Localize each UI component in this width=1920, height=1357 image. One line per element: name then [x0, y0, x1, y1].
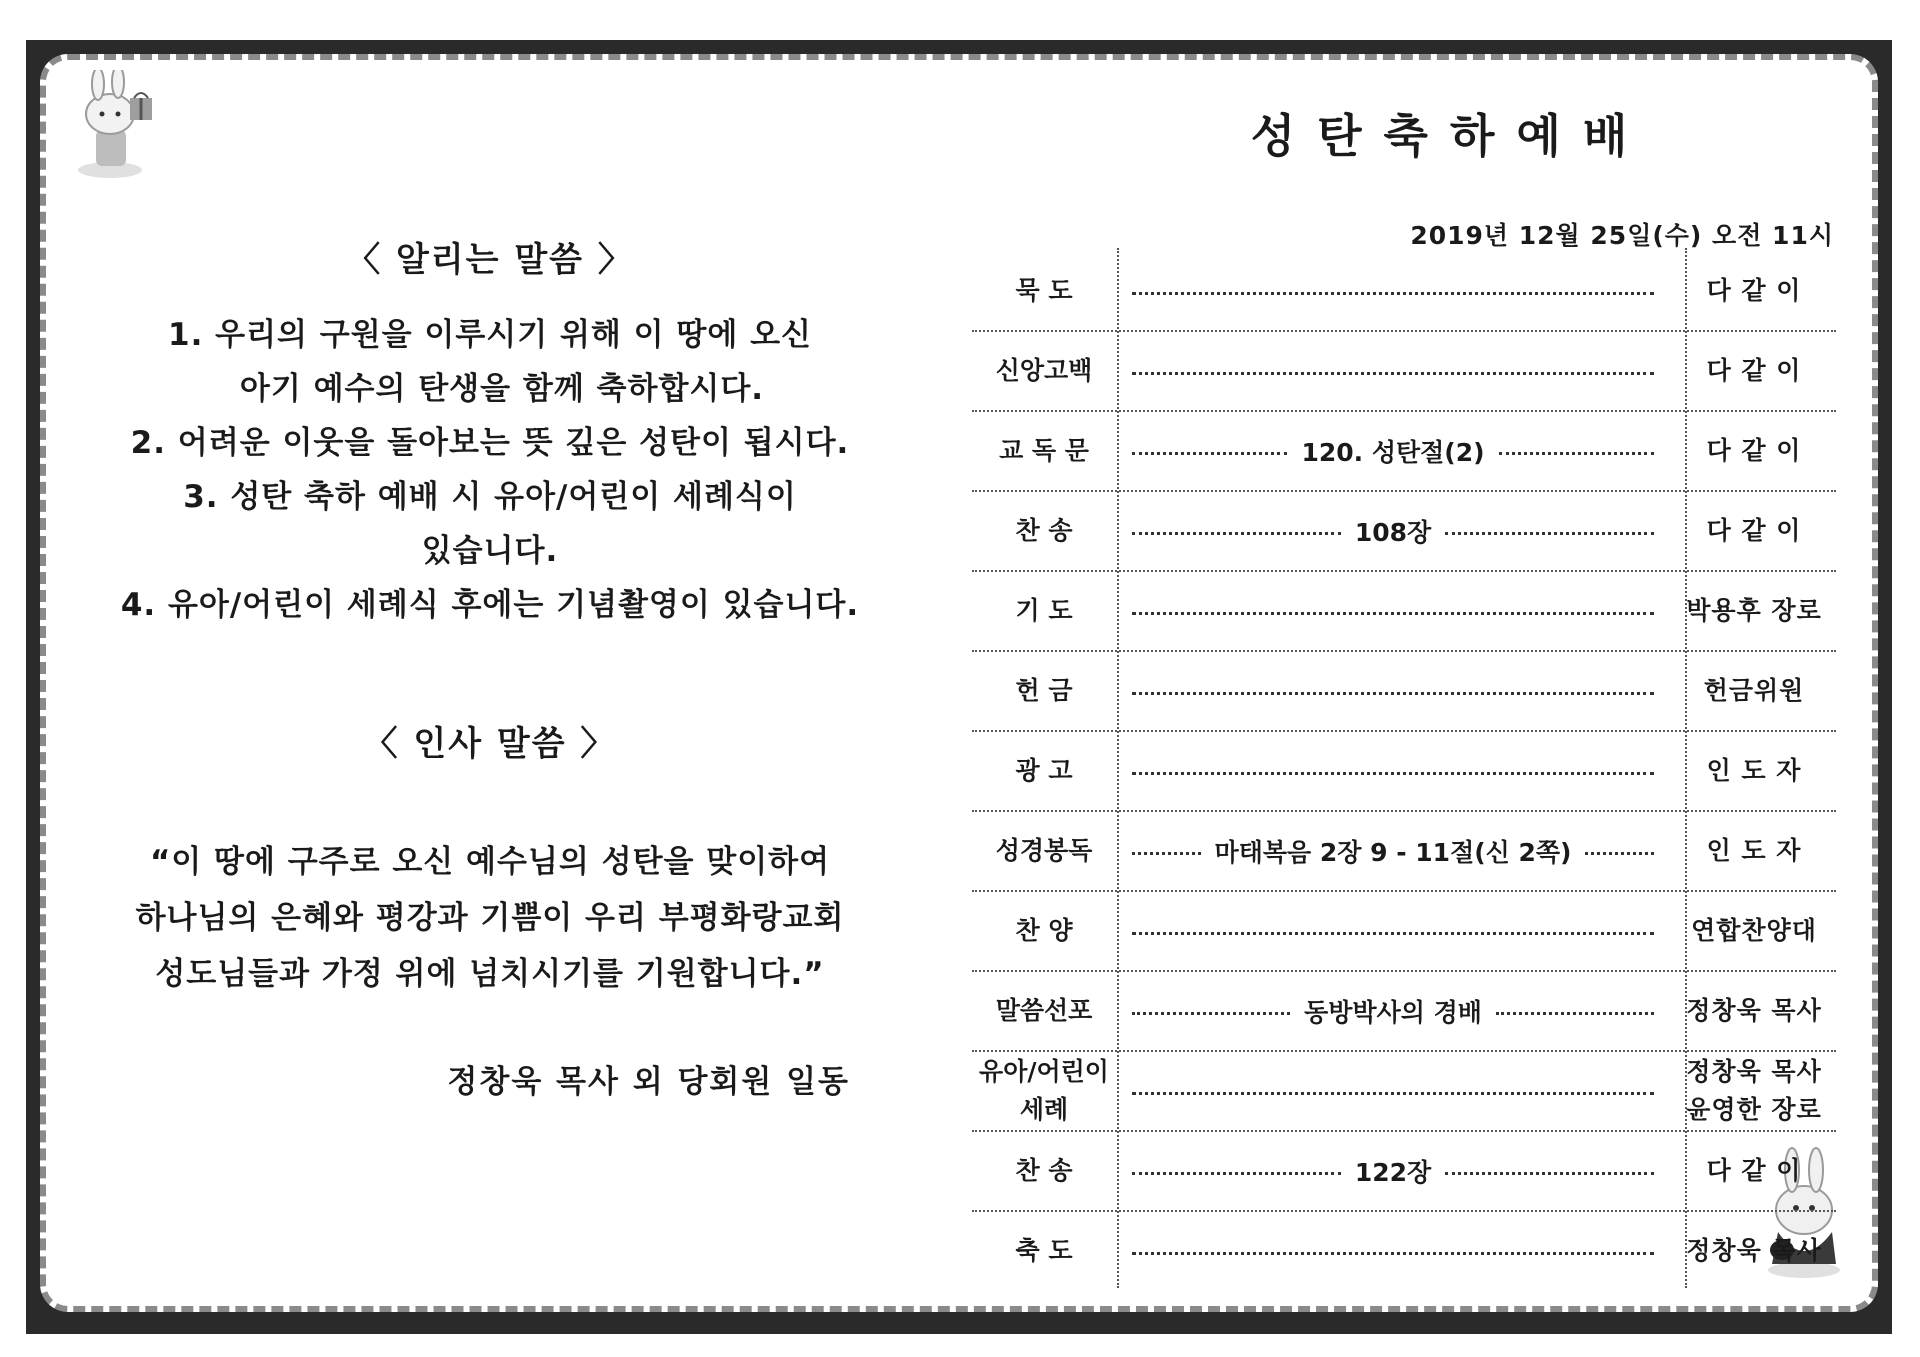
- service-item-detail: [1132, 492, 1654, 570]
- service-datetime: 2019년 12월 25일(수) 오전 11시: [1410, 221, 1834, 250]
- service-row: [972, 412, 1836, 492]
- service-item-name: 유아/어린이 세례: [979, 1057, 1109, 1124]
- announcement-line: 4. 유아/어린이 세례식 후에는 기념촬영이 있습니다.: [120, 587, 860, 623]
- service-row: [972, 332, 1836, 412]
- dot-leader: [1132, 692, 1654, 695]
- service-item-name: 찬 송: [1015, 516, 1073, 545]
- dot-leader: [1132, 372, 1654, 375]
- service-row: [972, 652, 1836, 732]
- service-row: [972, 812, 1836, 892]
- service-item-detail: [1132, 892, 1654, 970]
- service-item-name: 성경봉독: [995, 836, 1093, 865]
- dot-leader: [1132, 932, 1654, 935]
- announcement-line: 3. 성탄 축하 예배 시 유아/어린이 세례식이: [183, 479, 797, 515]
- dot-leader: [1499, 452, 1654, 455]
- announcement-line: 있습니다.: [421, 533, 559, 569]
- service-item-leader: 다 같 이: [1706, 356, 1802, 385]
- service-item-leader: 박용후 장로: [1686, 596, 1822, 625]
- dot-leader: [1445, 1172, 1654, 1175]
- announcements-heading: 〈 알리는 말씀 〉: [346, 240, 634, 280]
- service-row: [972, 972, 1836, 1052]
- greeting-heading: 〈 인사 말씀 〉: [363, 724, 617, 764]
- service-row: [972, 892, 1836, 972]
- service-item-leader: 다 같 이: [1706, 516, 1802, 545]
- service-item-name: 찬 송: [1015, 1156, 1073, 1185]
- service-item-name: 신앙고백: [995, 356, 1093, 385]
- service-item-name: 기 도: [1015, 596, 1073, 625]
- dot-leader: [1132, 612, 1654, 615]
- dot-leader: [1585, 852, 1654, 855]
- announcement-line: 1. 우리의 구원을 이루시기 위해 이 땅에 오신: [168, 317, 812, 353]
- dot-leader: [1132, 1012, 1290, 1015]
- service-item-leader: 인 도 자: [1706, 756, 1802, 785]
- announcements-list: [100, 308, 880, 632]
- service-item-content: 동방박사의 경배: [1304, 998, 1482, 1027]
- announcement-line: 아기 예수의 탄생을 함께 축하합시다.: [239, 371, 765, 407]
- service-row: [972, 1212, 1836, 1292]
- service-item-name: 말씀선포: [995, 996, 1093, 1025]
- greeting-line: 성도님들과 가정 위에 넘치시기를 기원합니다.”: [155, 956, 825, 992]
- service-item-content: 마태복음 2장 9 - 11절(신 2쪽): [1214, 838, 1572, 867]
- service-row: [972, 252, 1836, 332]
- service-item-leader: 다 같 이: [1706, 436, 1802, 465]
- greeting-quote: [100, 834, 880, 1002]
- service-row: [972, 1132, 1836, 1212]
- announcement-line: 2. 어려운 이웃을 돌아보는 뜻 깊은 성탄이 됩시다.: [130, 425, 850, 461]
- dot-leader: [1132, 292, 1654, 295]
- greeting-line: “이 땅에 구주로 오신 예수님의 성탄을 맞이하여: [149, 844, 831, 880]
- service-item-name: 헌 금: [1015, 676, 1073, 705]
- service-item-name: 광 고: [1015, 756, 1073, 785]
- dot-leader: [1132, 852, 1201, 855]
- left-column: [100, 0, 880, 1357]
- service-item-content: 122장: [1354, 1158, 1432, 1187]
- service-item-leader: 연합찬양대: [1691, 916, 1817, 945]
- dot-leader: [1132, 1092, 1654, 1095]
- service-item-name: 교 독 문: [999, 436, 1089, 465]
- service-row: [972, 732, 1836, 812]
- service-item-detail: [1132, 972, 1654, 1050]
- service-item-detail: [1132, 1132, 1654, 1210]
- service-item-name: 찬 양: [1015, 916, 1073, 945]
- service-item-leader: 인 도 자: [1706, 836, 1802, 865]
- service-item-leader: 다 같 이: [1706, 276, 1802, 305]
- service-item-detail: [1132, 732, 1654, 810]
- service-title: 성탄축하예배: [1250, 109, 1650, 163]
- greeting-signature: 정창욱 목사 외 당회원 일동: [447, 1064, 850, 1100]
- service-item-leader: 정창욱 목사: [1686, 996, 1822, 1025]
- dot-leader: [1132, 532, 1341, 535]
- service-item-content: 120. 성탄절(2): [1301, 438, 1485, 467]
- service-item-detail: [1132, 572, 1654, 650]
- service-item-detail: [1132, 652, 1654, 730]
- greeting-line: 하나님의 은혜와 평강과 기쁨이 우리 부평화랑교회: [135, 900, 845, 936]
- service-item-detail: [1132, 332, 1654, 410]
- service-item-detail: [1132, 812, 1654, 890]
- service-item-name: 묵 도: [1015, 276, 1073, 305]
- dot-leader: [1132, 1172, 1341, 1175]
- dot-leader: [1445, 532, 1654, 535]
- dot-leader: [1132, 772, 1654, 775]
- dot-leader: [1132, 1252, 1654, 1255]
- service-item-detail: [1132, 252, 1654, 330]
- service-item-name: 축 도: [1015, 1236, 1073, 1265]
- service-row: [972, 492, 1836, 572]
- service-item-leader: 헌금위원: [1703, 676, 1805, 705]
- service-row: [972, 1052, 1836, 1132]
- service-item-detail: [1132, 1212, 1654, 1290]
- dot-leader: [1132, 452, 1287, 455]
- dot-leader: [1496, 1012, 1654, 1015]
- service-item-detail: [1132, 1052, 1654, 1130]
- service-item-detail: [1132, 412, 1654, 490]
- order-of-service: [972, 252, 1836, 1292]
- service-item-leader: 정창욱 목사 윤영한 장로: [1686, 1057, 1822, 1124]
- service-item-content: 108장: [1354, 518, 1432, 547]
- service-item-leader: 정창욱 목사: [1686, 1236, 1822, 1265]
- service-row: [972, 572, 1836, 652]
- service-item-leader: 다 같 이: [1706, 1156, 1802, 1185]
